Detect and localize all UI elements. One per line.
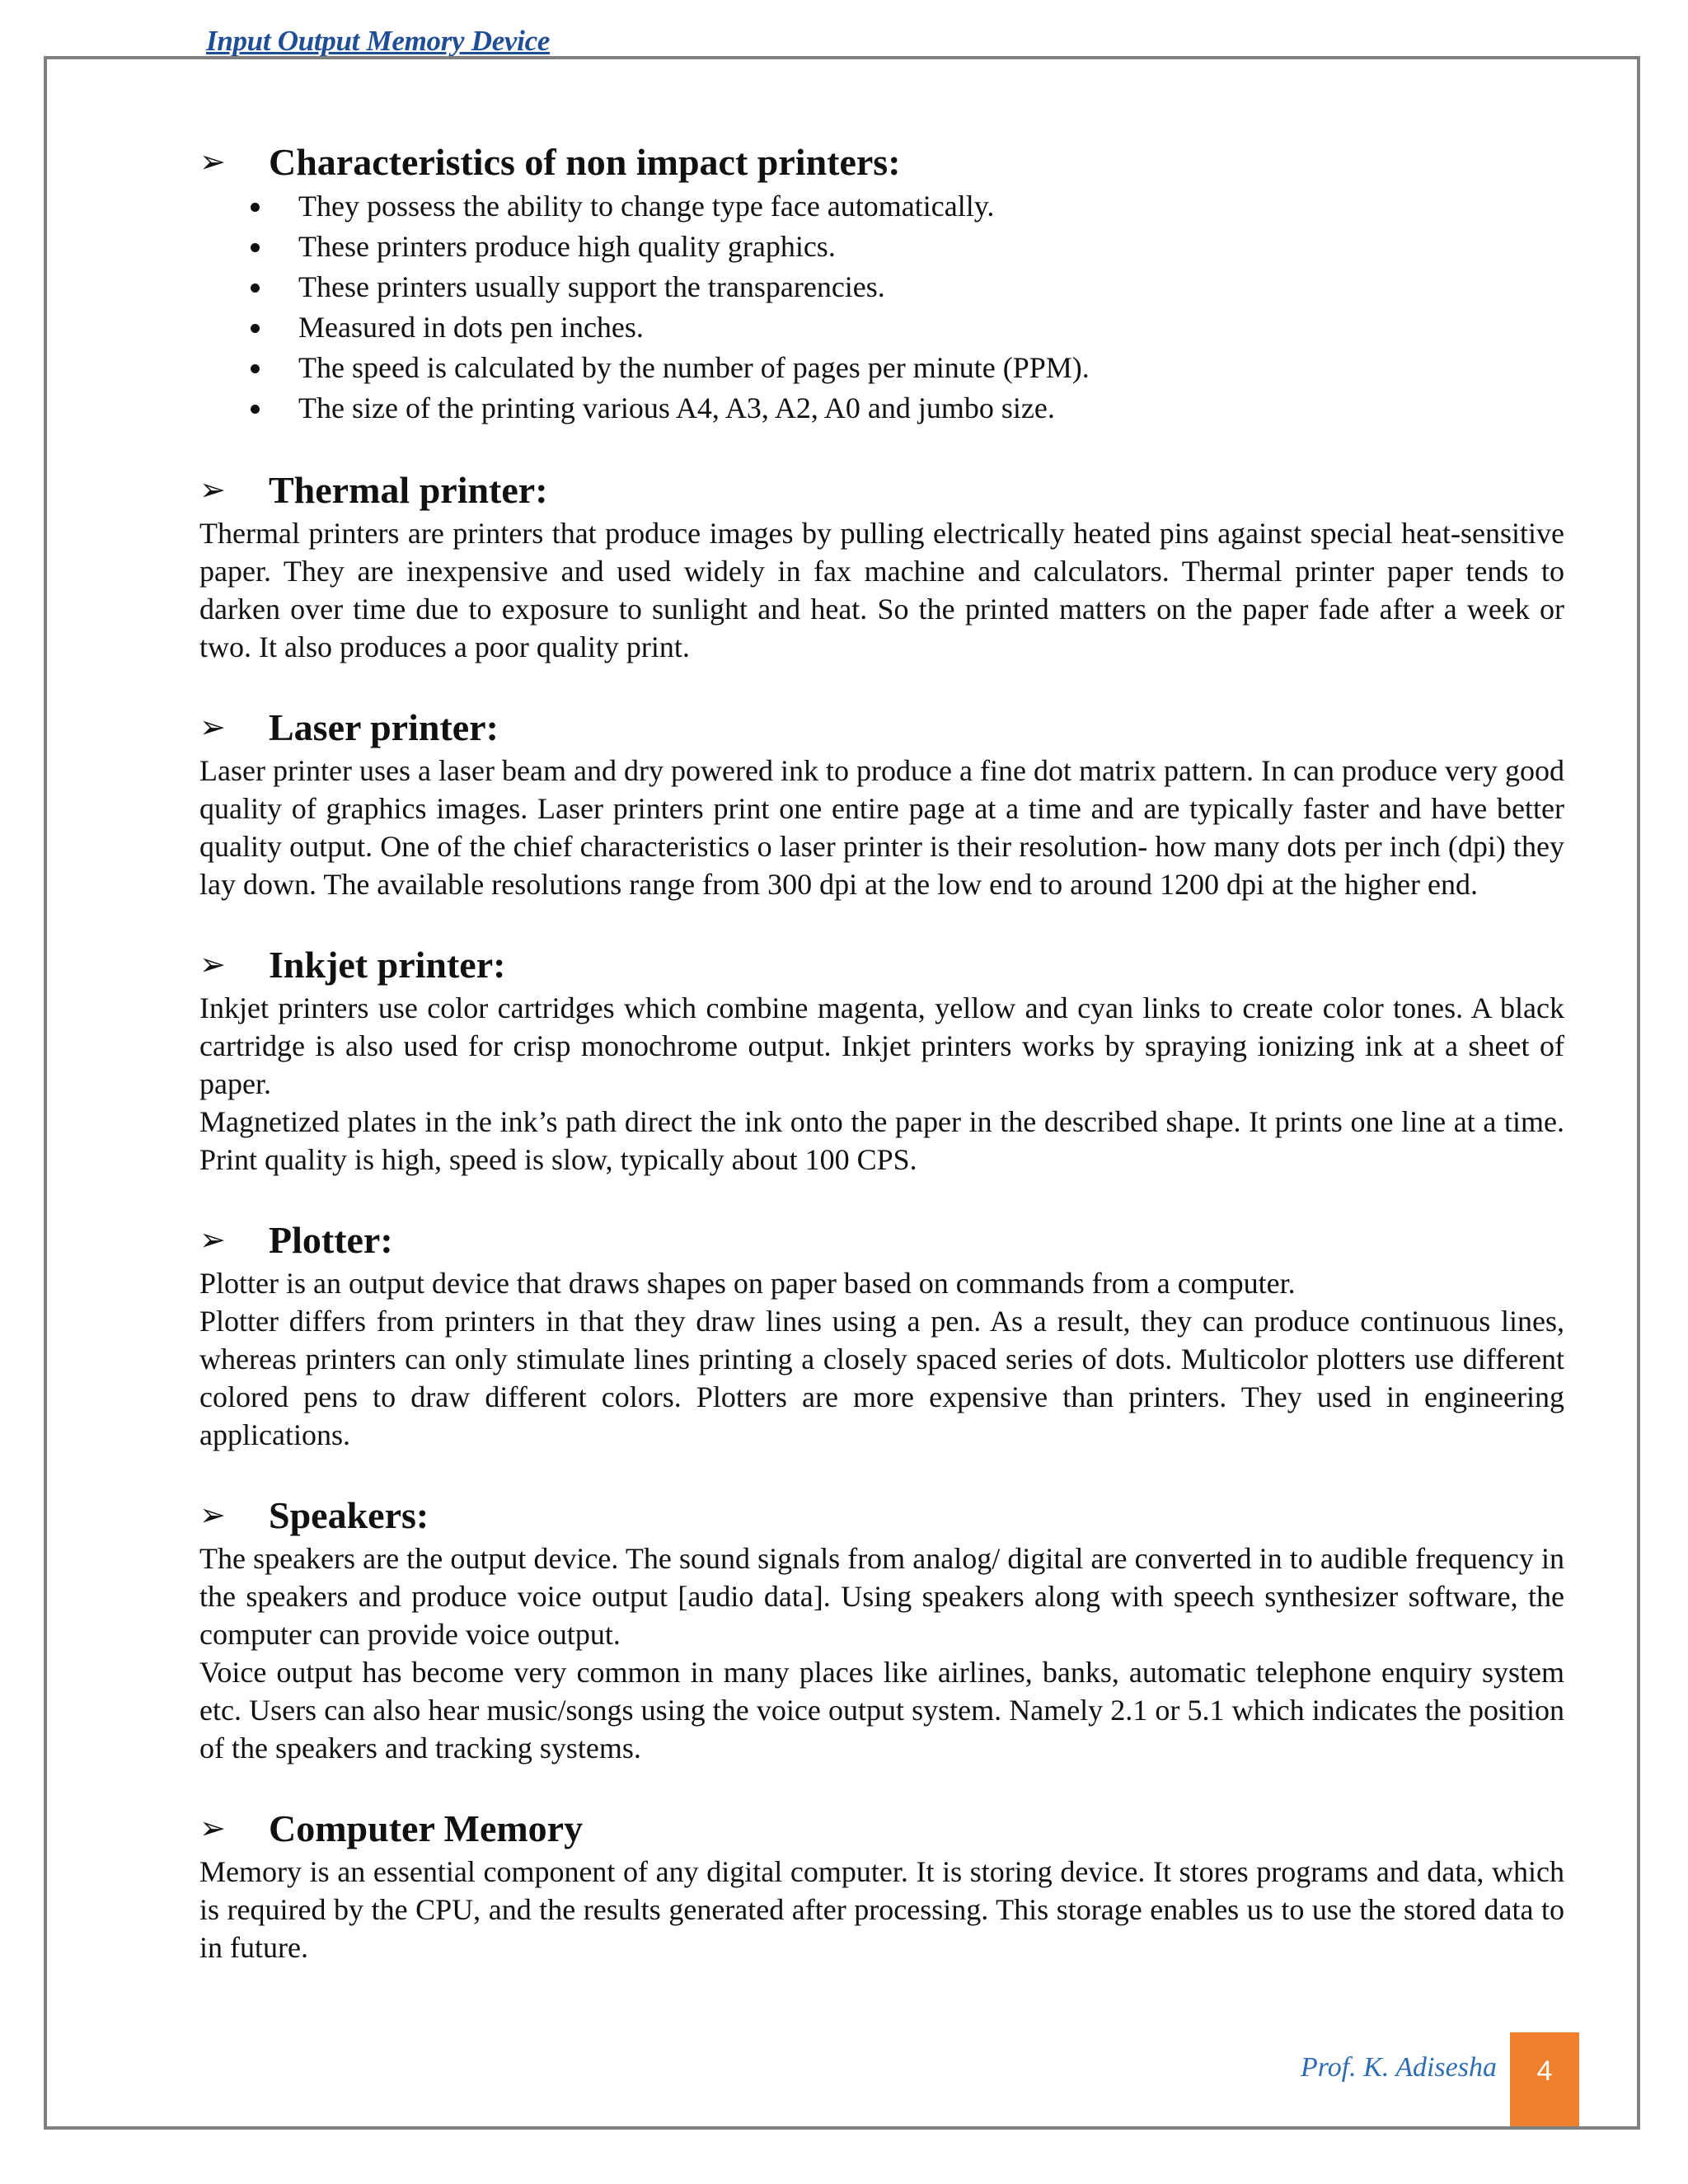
arrow-bullet-icon: ➢ xyxy=(199,1498,226,1533)
bullet-dot-icon xyxy=(251,243,260,252)
arrow-bullet-icon: ➢ xyxy=(199,948,226,982)
section-thermal-printer xyxy=(199,466,1564,666)
section-heading-text: Thermal printer: xyxy=(269,469,548,511)
section-heading-text: Laser printer: xyxy=(269,706,499,748)
section-plotter xyxy=(199,1216,1564,1454)
paragraph: The speakers are the output device. The sound signals from analog/ digital are converted in to audible frequency in the speakers and produce voice output [audio data]. Using speakers along with speech synthesizer software, the computer can provide voice output. xyxy=(199,1542,1564,1651)
section-computer-memory xyxy=(199,1805,1564,1966)
list-item xyxy=(199,186,1564,227)
paragraph: Plotter differs from printers in that they draw lines using a pen. As a result, they can produce continuous lines, whereas printers can only stimulate lines printing a closely spaced series of dots. Multicolor plotters use different colored pens to draw different colors. Plotters are more expensive than printers. They used in engineering applications. xyxy=(199,1305,1564,1451)
section-heading-text: Speakers: xyxy=(269,1494,429,1536)
list-item xyxy=(199,227,1564,267)
section-heading xyxy=(199,1492,1564,1540)
bullet-dot-icon xyxy=(251,324,260,333)
section-heading xyxy=(199,941,1564,989)
section-heading xyxy=(199,138,1564,186)
section-heading xyxy=(199,1216,1564,1264)
section-heading-text: Plotter: xyxy=(269,1219,393,1261)
section-laser-printer xyxy=(199,704,1564,903)
document-body xyxy=(199,138,1564,1966)
paragraph: Inkjet printers use color cartridges which combine magenta, yellow and cyan links to create color tones. A black cartridge is also used for crisp monochrome output. Inkjet printers works by spraying ionizing ink at a sheet of paper. xyxy=(199,991,1564,1100)
list-item xyxy=(199,307,1564,348)
arrow-bullet-icon: ➢ xyxy=(199,145,226,180)
footer-author: Prof. K. Adisesha xyxy=(1300,2052,1497,2083)
section-heading-text: Characteristics of non impact printers: xyxy=(269,141,901,183)
section-speakers xyxy=(199,1492,1564,1767)
bullet-list xyxy=(199,186,1564,429)
paragraph: Plotter is an output device that draws shapes on paper based on commands from a computer. xyxy=(199,1267,1296,1300)
paragraph: Voice output has become very common in many places like airlines, banks, automatic telephone enquiry system etc. Users can also hear music/songs using the voice output system. Namely 2.1 or 5.1 which indicates the position of the speakers and tracking systems. xyxy=(199,1656,1564,1765)
arrow-bullet-icon: ➢ xyxy=(199,1811,226,1846)
list-item-text: The speed is calculated by the number of pages per minute (PPM). xyxy=(298,351,1090,384)
section-heading xyxy=(199,704,1564,752)
paragraph: Laser printer uses a laser beam and dry powered ink to produce a fine dot matrix pattern. In can produce very good quality of graphics images. Laser printers print one entire page at a time and are typically faster and have better quality output. One of the chief characteristics o laser printer is their resolution- how many dots per inch (dpi) they lay down. The available resolutions range from 300 dpi at the low end to around 1200 dpi at the higher end. xyxy=(199,754,1564,901)
running-header-title: Input Output Memory Device xyxy=(206,25,551,57)
paragraph: Memory is an essential component of any digital computer. It is storing device. It stores programs and data, which is required by the CPU, and the results generated after processing. This storage enables us to use the stored data to in future. xyxy=(199,1855,1564,1964)
list-item-text: The size of the printing various A4, A3, A2, A0 and jumbo size. xyxy=(298,391,1055,424)
section-inkjet-printer xyxy=(199,941,1564,1179)
section-heading-text: Inkjet printer: xyxy=(269,944,506,986)
paragraph: Thermal printers are printers that produce images by pulling electrically heated pins against special heat-sensitive paper. They are inexpensive and used widely in fax machine and calculators. Thermal printer paper tends to darken over time due to exposure to sunlight and heat. So the printed matters on the paper fade after a week or two. It also produces a poor quality print. xyxy=(199,517,1564,663)
section-heading xyxy=(199,466,1564,514)
section-heading xyxy=(199,1805,1564,1853)
arrow-bullet-icon: ➢ xyxy=(199,1223,226,1258)
page-number-badge: 4 xyxy=(1510,2032,1579,2126)
paragraph: Magnetized plates in the ink’s path direct the ink onto the paper in the described shape. It prints one line at a time. Print quality is high, speed is slow, typically about 100 CPS. xyxy=(199,1105,1564,1176)
arrow-bullet-icon: ➢ xyxy=(199,710,226,745)
list-item xyxy=(199,348,1564,388)
list-item xyxy=(199,388,1564,429)
list-item-text: These printers usually support the transparencies. xyxy=(298,270,885,303)
bullet-dot-icon xyxy=(251,284,260,293)
list-item-text: They possess the ability to change type face automatically. xyxy=(298,190,995,223)
bullet-dot-icon xyxy=(251,203,260,212)
list-item-text: Measured in dots pen inches. xyxy=(298,311,644,344)
list-item xyxy=(199,267,1564,307)
section-non-impact-printers xyxy=(199,138,1564,429)
list-item-text: These printers produce high quality graphics. xyxy=(298,230,836,263)
arrow-bullet-icon: ➢ xyxy=(199,473,226,508)
bullet-dot-icon xyxy=(251,364,260,373)
section-heading-text: Computer Memory xyxy=(269,1807,584,1849)
bullet-dot-icon xyxy=(251,405,260,414)
